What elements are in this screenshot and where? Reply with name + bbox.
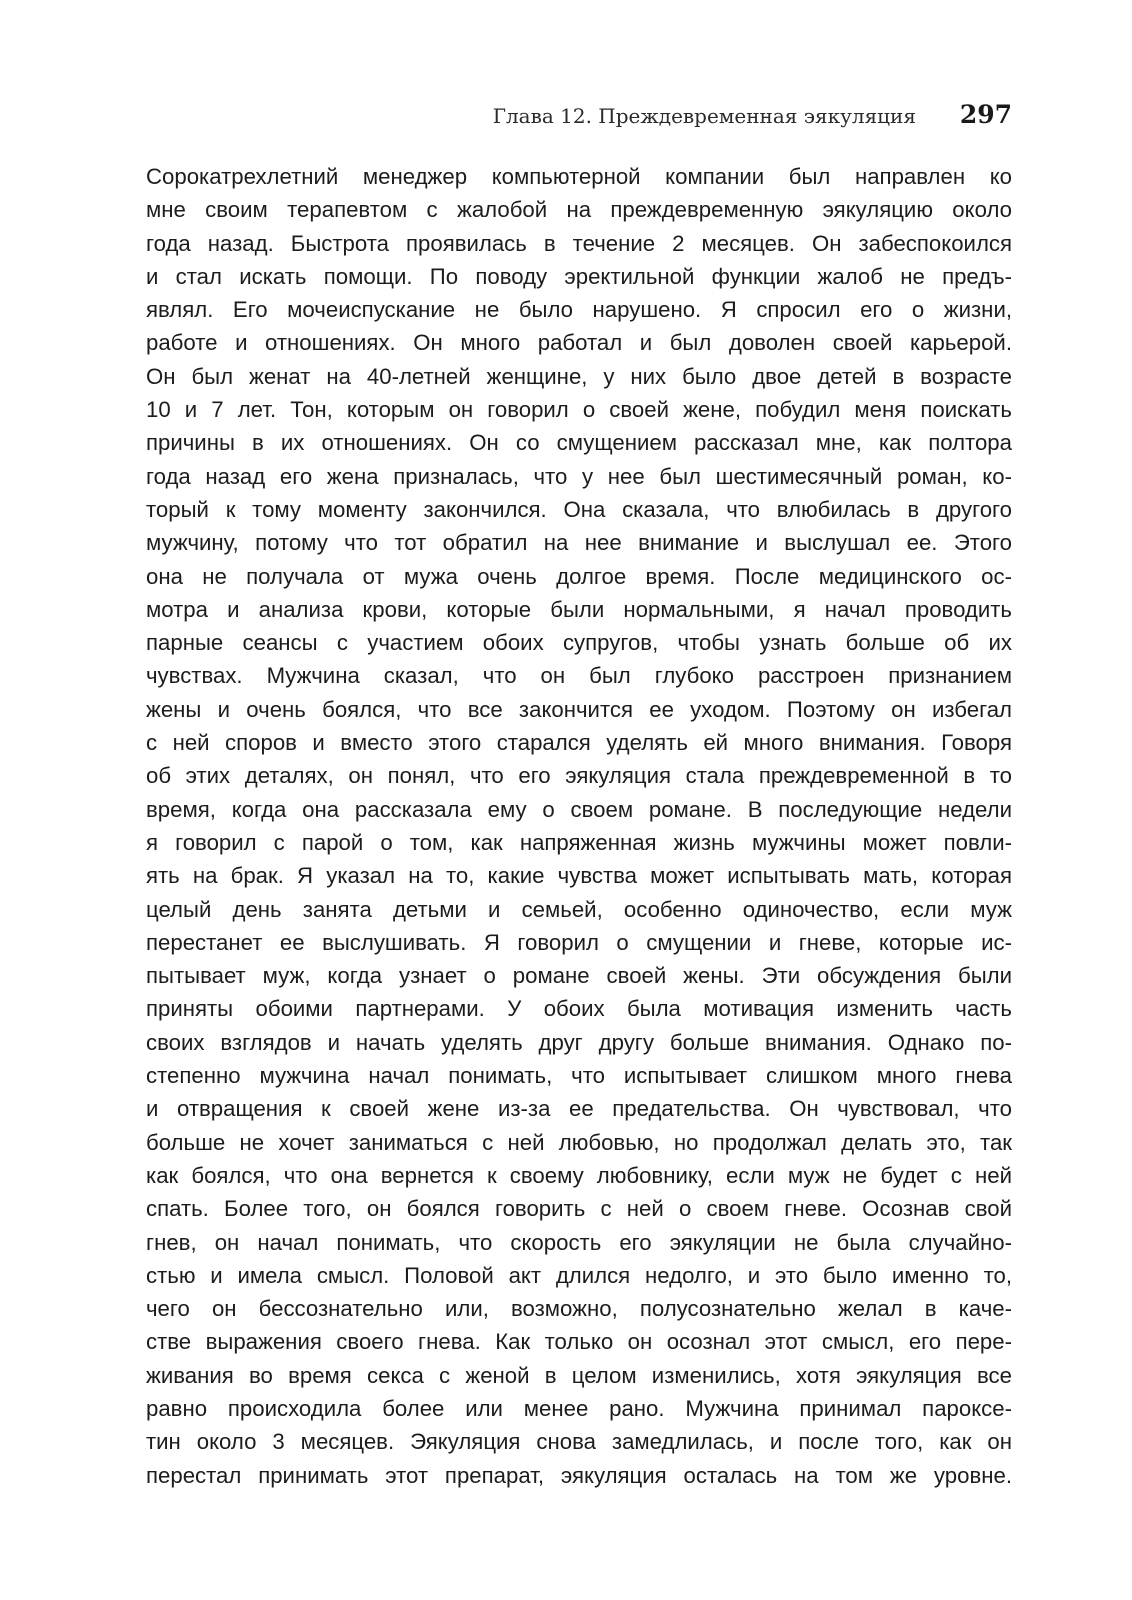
body-paragraph [146, 160, 1012, 1492]
text-line: стве выражения своего гнева. Как только он осознал этот смысл, его пере- [146, 1329, 1012, 1355]
text-line: целый день занята детьми и семьей, особенно одиночество, если муж [146, 896, 1012, 922]
text-line: года назад его жена призналась, что у нее был шестимесячный роман, ко- [146, 463, 1012, 489]
text-line: стью и имела смысл. Половой акт длился недолго, и это было именно то, [146, 1262, 1012, 1288]
text-line: время, когда она рассказала ему о своем романе. В последующие недели [146, 796, 1012, 822]
text-line: живания во время секса с женой в целом изменились, хотя эякуляция все [146, 1362, 1012, 1388]
text-line: я говорил с парой о том, как напряженная жизнь мужчины может повли- [146, 829, 1012, 855]
text-line: она не получала от мужа очень долгое время. После медицинского ос- [146, 563, 1012, 589]
text-line: перестанет ее выслушивать. Я говорил о смущении и гневе, которые ис- [146, 929, 1012, 955]
text-line: причины в их отношениях. Он со смущением рассказал мне, как полтора [146, 430, 1012, 456]
text-line: своих взглядов и начать уделять друг другу больше внимания. Однако по- [146, 1029, 1012, 1055]
text-line: тин около 3 месяцев. Эякуляция снова замедлилась, и после того, как он [146, 1429, 1012, 1455]
text-line: мне своим терапевтом с жалобой на преждевременную эякуляцию около [146, 197, 1012, 223]
running-header [146, 100, 1012, 134]
text-line: перестал принимать этот препарат, эякуляция осталась на том же уровне. [146, 1462, 1012, 1488]
chapter-title: Глава 12. Преждевременная эякуляция [492, 104, 916, 128]
text-line: больше не хочет заниматься с ней любовью, но продолжал делать это, так [146, 1129, 1012, 1155]
text-line: об этих деталях, он понял, что его эякуляция стала преждевременной в то [146, 763, 1012, 789]
text-line: парные сеансы с участием обоих супругов, чтобы узнать больше об их [146, 630, 1012, 656]
text-line: мужчину, потому что тот обратил на нее внимание и выслушал ее. Этого [146, 530, 1012, 556]
text-line: 10 и 7 лет. Тон, которым он говорил о своей жене, побудил меня поискать [146, 397, 1012, 423]
text-line: жены и очень боялся, что все закончится ее уходом. Поэтому он избегал [146, 696, 1012, 722]
text-line: приняты обоими партнерами. У обоих была мотивация изменить часть [146, 996, 1012, 1022]
text-line: гнев, он начал понимать, что скорость его эякуляции не была случайно- [146, 1229, 1012, 1255]
text-line: чего он бессознательно или, возможно, полусознательно желал в каче- [146, 1296, 1012, 1322]
text-line: работе и отношениях. Он много работал и был доволен своей карьерой. [146, 330, 1012, 356]
text-line: года назад. Быстрота проявилась в течение 2 месяцев. Он забеспокоился [146, 230, 1012, 256]
text-line: торый к тому моменту закончился. Она сказала, что влюбилась в другого [146, 496, 1012, 522]
text-line: с ней споров и вместо этого старался уделять ей много внимания. Говоря [146, 730, 1012, 756]
text-line: Он был женат на 40-летней женщине, у них было двое детей в возрасте [146, 363, 1012, 389]
text-line: ять на брак. Я указал на то, какие чувства может испытывать мать, которая [146, 863, 1012, 889]
text-line: и стал искать помощи. По поводу эректильной функции жалоб не предъ- [146, 263, 1012, 289]
text-line: являл. Его мочеиспускание не было нарушено. Я спросил его о жизни, [146, 297, 1012, 323]
text-line: как боялся, что она вернется к своему любовнику, если муж не будет с ней [146, 1162, 1012, 1188]
text-line: Сорокатрехлетний менеджер компьютерной компании был направлен ко [146, 164, 1012, 189]
text-line: степенно мужчина начал понимать, что испытывает слишком много гнева [146, 1063, 1012, 1089]
text-line: и отвращения к своей жене из-за ее предательства. Он чувствовал, что [146, 1096, 1012, 1122]
text-line: равно происходила более или менее рано. Мужчина принимал пароксе- [146, 1395, 1012, 1421]
text-line: чувствах. Мужчина сказал, что он был глубоко расстроен признанием [146, 663, 1012, 689]
text-line: мотра и анализа крови, которые были нормальными, я начал проводить [146, 596, 1012, 622]
page-number: 297 [959, 100, 1012, 129]
text-line: пытывает муж, когда узнает о романе своей жены. Эти обсуждения были [146, 963, 1012, 989]
text-line: спать. Более того, он боялся говорить с ней о своем гневе. Осознав свой [146, 1196, 1012, 1222]
